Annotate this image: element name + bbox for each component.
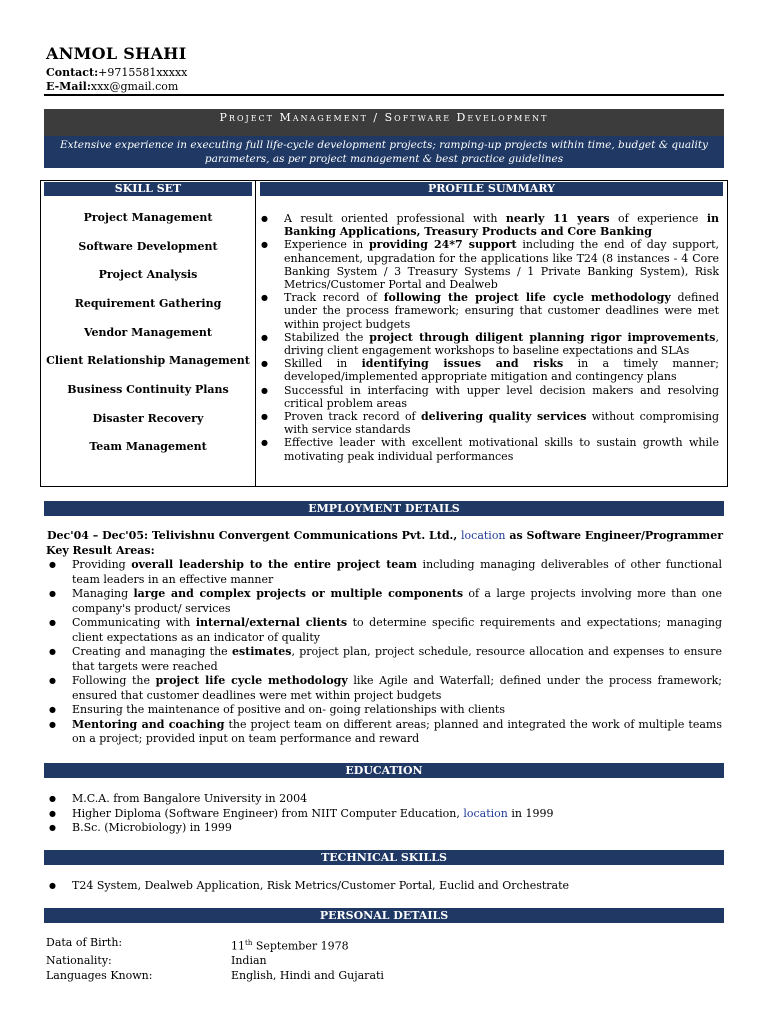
employment-heading: EMPLOYMENT DETAILS [44, 501, 724, 516]
kra-item: ● Creating and managing the estimates, project plan, project schedule, resource allocation and expenses to ensure that targets were reached [44, 645, 722, 674]
education-item: ● M.C.A. from Bangalore University in 2004 [44, 792, 722, 807]
skill-item: Requirement Gathering [74, 297, 222, 310]
contact-value: +9715581xxxxx [98, 66, 188, 79]
technical-skills-list [44, 879, 722, 894]
skill-item: Disaster Recovery [92, 412, 204, 425]
skill-item: Project Analysis [98, 268, 198, 281]
candidate-name: ANMOL SHAHI [46, 44, 187, 63]
profile-item: ● Successful in interfacing with upper level decision makers and resolving critical problem areas [256, 384, 719, 410]
dob-value: 11th September 1978 [231, 939, 349, 953]
contact-line [46, 66, 187, 80]
kra-item: ● Communicating with internal/external clients to determine specific requirements and expectations; managing client expectations as an indicator of quality [44, 616, 722, 645]
skill-item: Software Development [78, 240, 218, 253]
languages-label: Languages Known: [46, 968, 153, 982]
education-list [44, 792, 722, 836]
skill-item: Business Continuity Plans [67, 383, 229, 396]
kra-item: ● Ensuring the maintenance of positive and on- going relationships with clients [44, 703, 722, 718]
job-title-role: as Software Engineer/Programmer [509, 529, 723, 542]
profile-item: ● Proven track record of delivering quality services without compromising with service standards [256, 410, 719, 436]
kra-item: ● Following the project life cycle methodology like Agile and Waterfall; defined under the process framework; ensured that customer deadlines were met within project budgets [44, 674, 722, 703]
profile-item: ● Effective leader with excellent motivational skills to sustain growth while motivating peak individual performances [256, 436, 719, 462]
kra-label: Key Result Areas: [46, 544, 155, 557]
kra-item: ● Managing large and complex projects or multiple components of a large projects involving more than one company's product/ services [44, 587, 722, 616]
profile-summary-heading: PROFILE SUMMARY [260, 182, 723, 196]
contact-label: Contact: [46, 66, 99, 79]
profile-item: ● Experience in providing 24*7 support including the end of day support, enhancement, upgradation for the applications like T24 (8 instances - 4 Core Banking System / 3 Treasury Systems / 1 Private Banking System), Risk Metrics/Customer Portal and Dealweb [256, 238, 719, 291]
languages-value: English, Hindi and Gujarati [231, 968, 384, 982]
skill-item: Client Relationship Management [46, 354, 250, 367]
skill-item: Vendor Management [83, 326, 212, 339]
personal-details-table [46, 936, 384, 983]
dob-row [46, 936, 384, 954]
tagline-band [44, 136, 724, 168]
profile-item: ● Skilled in identifying issues and risks in a timely manner; developed/implemented appropriate mitigation and contingency plans [256, 357, 719, 383]
profession-title: Project Management / Software Development [219, 111, 549, 124]
languages-row [46, 969, 384, 984]
job-title-line [46, 529, 724, 542]
nationality-label: Nationality: [46, 954, 112, 968]
profile-item: ● A result oriented professional with nearly 11 years of experience in Banking Applications, Treasury Products and Core Banking [256, 212, 719, 238]
skill-item: Team Management [89, 440, 207, 453]
profile-summary-panel [255, 180, 728, 487]
skill-item: Project Management [83, 211, 213, 224]
profile-item: ● Stabilized the project through diligent planning rigor improvements, driving client engagement workshops to baseline expectations and SLAs [256, 331, 719, 357]
job-title-company: Dec'04 – Dec'05: Telivishnu Convergent Communications Pvt. Ltd., [47, 529, 458, 542]
education-heading: EDUCATION [44, 763, 724, 778]
skill-set-heading: SKILL SET [44, 182, 252, 196]
nationality-row [46, 954, 384, 969]
personal-details-heading: PERSONAL DETAILS [44, 908, 724, 923]
email-value: xxx@gmail.com [90, 80, 179, 93]
tagline-line-1: Extensive experience in executing full life-cycle development projects; ramping-up projects within time, budget & quality [60, 139, 708, 151]
education-item: ● Higher Diploma (Software Engineer) from NIIT Computer Education, location in 1999 [44, 807, 722, 822]
kra-list [44, 558, 722, 747]
education-location: location [463, 806, 508, 820]
dob-label: Data of Birth: [46, 936, 123, 949]
technical-skill-item: ● T24 System, Dealweb Application, Risk Metrics/Customer Portal, Euclid and Orchestrate [44, 879, 722, 894]
profile-item: ● Track record of following the project life cycle methodology defined under the process framework; ensuring that customer deadlines were met within project budgets [256, 291, 719, 331]
skill-set-panel [40, 180, 256, 487]
profession-banner [44, 109, 724, 136]
tagline-line-2: parameters, as per project management & best practice guidelines [204, 153, 564, 165]
header-divider [44, 94, 724, 96]
technical-skills-heading: TECHNICAL SKILLS [44, 850, 724, 865]
email-line [46, 80, 178, 94]
nationality-value: Indian [231, 954, 267, 968]
kra-item: ● Providing overall leadership to the entire project team including managing deliverables of other functional team leaders in an effective manner [44, 558, 722, 587]
kra-item: ● Mentoring and coaching the project team on different areas; planned and integrated the work of multiple teams on a project; provided input on team performance and reward [44, 718, 722, 747]
profile-list [256, 212, 719, 463]
job-location: location [461, 529, 506, 542]
education-item: ● B.Sc. (Microbiology) in 1999 [44, 821, 722, 836]
email-label: E-Mail: [46, 80, 91, 93]
